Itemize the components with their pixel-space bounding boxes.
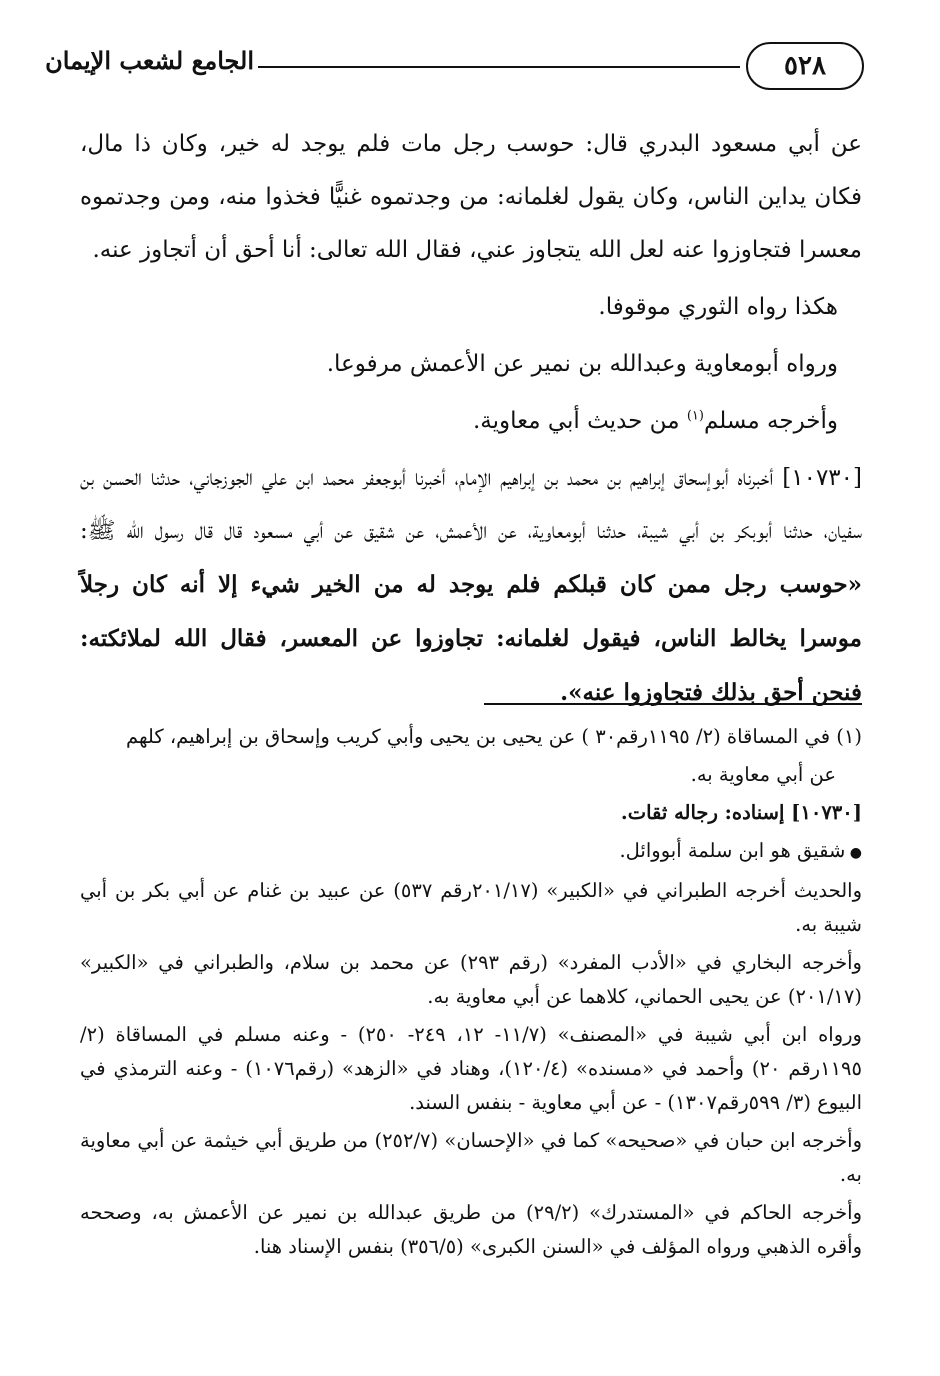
muslim-text: وأخرجه مسلم bbox=[703, 408, 838, 434]
footnote-1-continued: عن أبي معاوية به. bbox=[690, 763, 836, 786]
note-bullet: ● شقيق هو ابن سلمة أبووائل. bbox=[80, 834, 862, 870]
footnote-separator bbox=[484, 703, 862, 705]
note-bukhari: وأخرجه البخاري في «الأدب المفرد» (رقم ٢٩٣) عن محمد بن سلام، والطبراني في «الكبير» (٢٠١/١٧) عن يحيى الحماني، كلاهما عن أبي معاوية به. bbox=[80, 951, 862, 1008]
footnote-ref-1: (١) bbox=[686, 408, 704, 424]
note-isnad-heading: [١٠٧٣٠] إسناده: رجاله ثقات. bbox=[620, 801, 862, 824]
paragraph-muslim bbox=[80, 395, 862, 448]
page-number-badge bbox=[746, 42, 864, 90]
footnotes bbox=[80, 720, 862, 1268]
hadith-number: [١٠٧٣٠] bbox=[782, 465, 862, 491]
paragraph-thawri: هكذا رواه الثوري موقوفا. bbox=[598, 294, 838, 320]
note-hakim: وأخرجه الحاكم في «المستدرك» (٢٩/٢) من طريق عبدالله بن نمير عن الأعمش به، وصححه وأقره الذهبي ورواه المؤلف في «السنن الكبرى» (٣٥٦/٥) بنفس الإسناد هنا. bbox=[80, 1201, 863, 1258]
paragraph-hadith-10730 bbox=[80, 452, 862, 720]
main-text bbox=[80, 118, 862, 720]
footnote-1: (١) في المساقاة (٢/ ١١٩٥رقم٣٠ ) عن يحيى بن يحيى وأبي كريب وإسحاق بن إبراهيم، كلهم bbox=[125, 725, 862, 748]
paragraph-marfu: ورواه أبومعاوية وعبدالله بن نمير عن الأعمش مرفوعا. bbox=[326, 351, 838, 377]
note-ibn-abi-shayba: ورواه ابن أبي شيبة في «المصنف» (١١/٧- ١٢، ٢٤٩- ٢٥٠) - وعنه مسلم في المساقاة (٢/ ١١٩٥رقم ٢٠) وأحمد في «مسنده» (١٢٠/٤)، وهناد في «الزهد» (رقم١٠٧٦) - وعنه الترمذي في البيوع (٣/ ٥٩٩رقم١٣٠٧) - عن أبي معاوية - بنفس السند. bbox=[80, 1023, 862, 1114]
page-number: ٥٢٨ bbox=[784, 51, 826, 81]
page-header bbox=[45, 40, 864, 100]
header-rule bbox=[258, 66, 740, 68]
book-title: الجامع لشعب الإيمان bbox=[45, 46, 254, 75]
muslim-text-end: من حديث أبي معاوية. bbox=[472, 408, 687, 434]
note-tabarani: والحديث أخرجه الطبراني في «الكبير» (٢٠١/١٧رقم ٥٣٧) عن عبيد بن غنام عن أبي بكر بن أبي شيبة به. bbox=[80, 879, 862, 936]
hadith-matn: «حوسب رجل ممن كان قبلكم فلم يوجد له من الخير شيء إلا أنه كان رجلاً موسرا يخالط الناس، فيقول لغلمانه: تجاوزوا عن المعسر، فقال الله لملائكته: فنحن أحق بذلك فتجاوزوا عنه». bbox=[80, 571, 862, 706]
note-ibn-hibban: وأخرجه ابن حبان في «صحيحه» كما في «الإحسان» (٢٥٢/٧) من طريق أبي خيثمة عن أبي معاوية به. bbox=[80, 1129, 863, 1186]
paragraph-narration: عن أبي مسعود البدري قال: حوسب رجل مات فلم يوجد له خير، وكان ذا مال، فكان يداين الناس، وكان يقول لغلمانه: من وجدتموه غنيًّا فخذوا منه، ومن وجدتموه معسرا فتجاوزوا عنه لعل الله يتجاوز عني، فقال الله تعالى: أنا أحق أن أتجاوز عنه. bbox=[80, 131, 862, 263]
isnad-text: أخبرناه أبوإسحاق إبراهيم بن محمد بن إبراهيم الإمام، أخبرنا أبوجعفر محمد ابن علي الجوزجاني، حدثنا الحسن بن سفيان، حدثنا أبوبكر بن أبي شيبة، حدثنا أبومعاوية، عن الأعمش، عن شقيق عن أبي مسعود قال قال رسول الله ﷺ: bbox=[80, 465, 862, 544]
